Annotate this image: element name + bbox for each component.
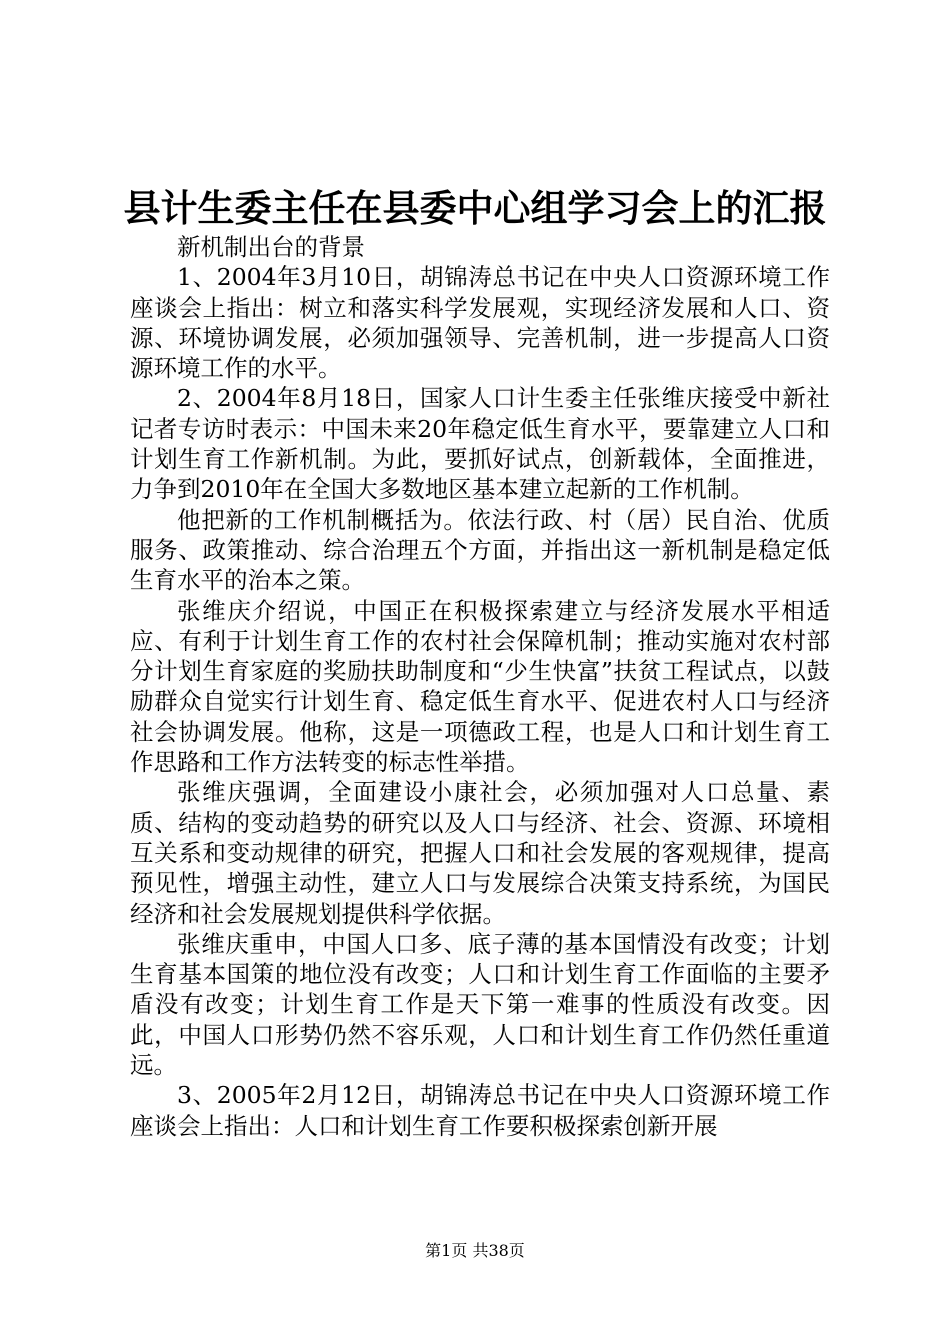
document-title: 县计生委主任在县委中心组学习会上的汇报 bbox=[123, 186, 827, 230]
paragraph: 张维庆强调，全面建设小康社会，必须加强对人口总量、素质、结构的变动趋势的研究以及人口与经济、社会、资源、环境相互关系和变动规律的研究，把握人口和社会发展的客观规律，提高预见性，增强主动性，建立人口与发展综合决策支持系统，为国民经济和社会发展规划提供科学依据。 bbox=[130, 778, 830, 928]
page-number: 第1页 共38页 bbox=[425, 1241, 525, 1260]
paragraph: 张维庆介绍说，中国正在积极探索建立与经济发展水平相适应、有利于计划生育工作的农村社会保障机制；推动实施对农村部分计划生育家庭的奖励扶助制度和“少生快富”扶贫工程试点，以鼓励群众自觉实行计划生育、稳定低生育水平、促进农村人口与经济社会协调发展。他称，这是一项德政工程，也是人口和计划生育工作思路和工作方法转变的标志性举措。 bbox=[130, 596, 830, 777]
paragraph: 他把新的工作机制概括为。依法行政、村（居）民自治、优质服务、政策推动、综合治理五个方面，并指出这一新机制是稳定低生育水平的治本之策。 bbox=[130, 505, 830, 595]
paragraph: 3、2005年2月12日，胡锦涛总书记在中央人口资源环境工作座谈会上指出：人口和计划生育工作要积极探索创新开展 bbox=[130, 1081, 830, 1140]
paragraph: 2、2004年8月18日，国家人口计生委主任张维庆接受中新社记者专访时表示：中国未来20年稳定低生育水平，要靠建立人口和计划生育工作新机制。为此，要抓好试点，创新载体，全面推进，力争到2010年在全国大多数地区基本建立起新的工作机制。 bbox=[130, 384, 830, 504]
section-heading: 新机制出台的背景 bbox=[177, 233, 365, 261]
document-body bbox=[130, 232, 830, 1141]
paragraph: 1、2004年3月10日，胡锦涛总书记在中央人口资源环境工作座谈会上指出：树立和落实科学发展观，实现经济发展和人口、资源、环境协调发展，必须加强领导、完善机制，进一步提高人口资源环境工作的水平。 bbox=[130, 263, 830, 383]
paragraph: 张维庆重申，中国人口多、底子薄的基本国情没有改变；计划生育基本国策的地位没有改变；人口和计划生育工作面临的主要矛盾没有改变；计划生育工作是天下第一难事的性质没有改变。因此，中国人口形势仍然不容乐观，人口和计划生育工作仍然任重道远。 bbox=[130, 929, 830, 1080]
